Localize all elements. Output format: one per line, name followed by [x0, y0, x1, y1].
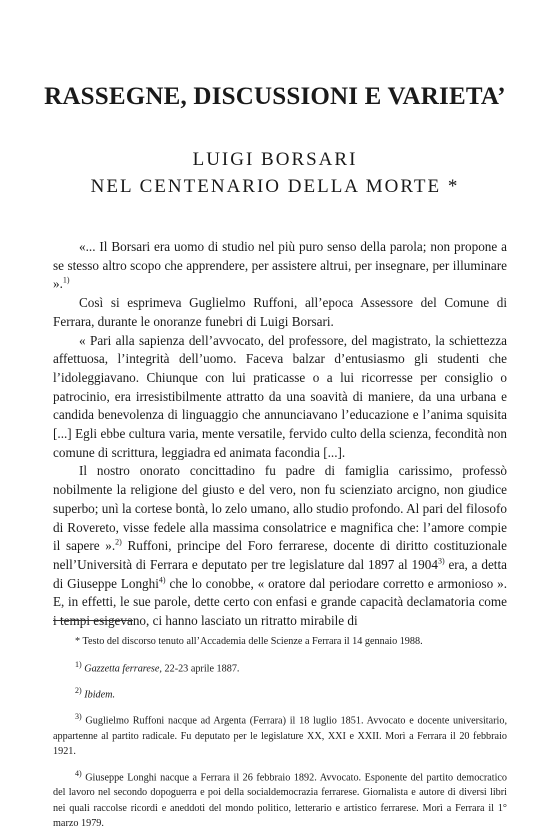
article-title-line2: NEL CENTENARIO DELLA MORTE *: [90, 176, 460, 197]
footnote-ref-2: 2): [115, 537, 122, 547]
footnotes: [53, 634, 507, 838]
paragraph-3: « Pari alla sapienza dell’avvocato, del professore, del magistrato, la schiettezza affettuosa, l’integrità dell’uomo. Faceva balzar d’entusiasmo gli studenti che l’idoleggiavano. Chiunque con lui praticasse o a lui ricorresse per consiglio o patrocinio, era irresistibilmente attratto da una soavità di maniere, da una urbana e candida benevolenza di linguaggio che annunciavano l’educazione e l’anima squisita [...] Egli ebbe cultura varia, mente versatile, fervido culto della scienza, fecondità non comune di scrittura, leggiadra ed animata facondia [...].: [53, 332, 507, 460]
footnote-ref-1: 1): [62, 276, 70, 286]
footnote-ref-3: 3): [437, 556, 445, 566]
section-title: RASSEGNE, DISCUSSIONI E VARIETA’: [44, 83, 506, 110]
article-title-line1: LUIGI BORSARI: [192, 149, 358, 170]
paragraph-4: Il nostro onorato concittadino fu padre di famiglia carissimo, professò nobilmente la religione del giusto e del vero, non fu scienziato arcigno, non giudice superbo; unì la cortese bontà, lo zelo umano, allo studio profondo. Al pari del filosofo di Rovereto, visse fedele alla massima consolatrice e magnifica che: l’amore compie il sapere ».$^{2)}$ Ruffoni, principe del Foro ferrarese, docente di diritto costituzionale nell’Università di Ferrara e deputato per tre legislature dal 1897 al 1904$^{3)}$ era, a detta di Giuseppe Longhi$^{4)}$ che lo conobbe, « oratore dal periodare corretto e armonioso ». E, in effetti, le sue parole, dette certo con enfasi e grande capacità declamatoria come i tempi esigevano, ci hanno lasciato un ritratto mirabile di: [53, 463, 507, 629]
footnote-3: $^{3)}$ Guglielmo Ruffoni nacque ad Argenta (Ferrara) il 18 luglio 1851. Avvocato e docente universitario, appartenne al partito radicale. Fu deputato per le legislature XX, XXI e XXII. Morì a Ferrara il 20 febbraio 1921.: [53, 712, 507, 758]
footnote-ref-4: 4): [158, 575, 166, 585]
paragraph-2: Così si esprimeva Guglielmo Ruffoni, all’epoca Assessore del Comune di Ferrara, durante le onoranze funebri di Luigi Borsari.: [53, 295, 507, 329]
article-body: [53, 238, 507, 631]
footnote-4: $^{4)}$ Giuseppe Longhi nacque a Ferrara il 26 febbraio 1892. Avvocato. Esponente del partito democratico del lavoro nel secondo dopoguerra e poi della socialdemocrazia ferrarese. Giornalista e autore di diversi libri nei quali raccolse ricordi e aneddoti del mondo politico, letterario e artistico ferrarese. Morì a Ferrara il 1° marzo 1979.: [53, 768, 508, 830]
paragraph-1: «... Il Borsari era uomo di studio nel più puro senso della parola; non propone a se stesso altro scopo che apprendere, per assistere altrui, per insegnare, per illuminare ».$^{1)}$: [53, 239, 507, 292]
footnote-star: * Testo del discorso tenuto all’Accademia delle Scienze a Ferrara il 14 gennaio 1988.: [75, 636, 423, 647]
footnote-1: $^{1)}$ Gazzetta ferrarese, 22-23 aprile 1887.: [75, 660, 240, 675]
footnote-2: $^{2)}$ Ibidem.: [75, 686, 116, 701]
footnote-separator: [53, 620, 133, 621]
